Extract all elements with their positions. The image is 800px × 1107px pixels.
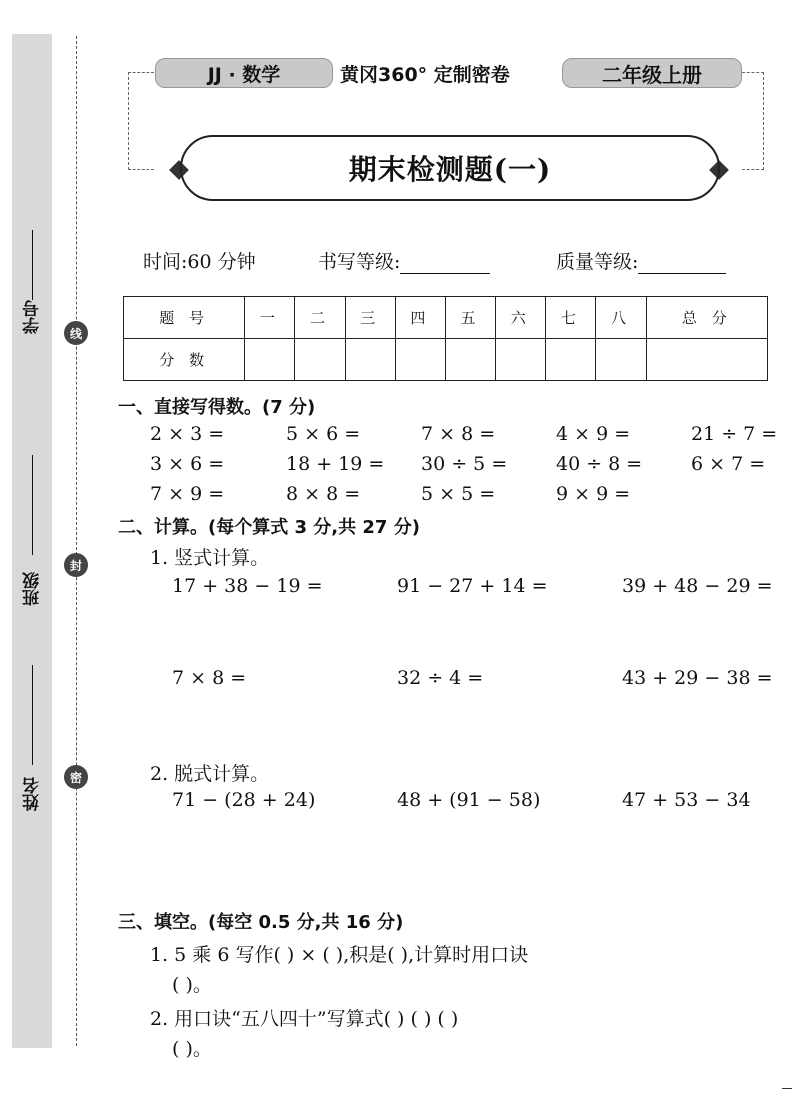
equation: 39 + 48 − 29 = <box>622 575 773 597</box>
table-cell: 一 <box>245 297 295 339</box>
score-table-header-row <box>124 297 768 339</box>
writing-grade: 书写等级: <box>318 247 490 274</box>
student-id-blank[interactable] <box>32 230 33 300</box>
equation: 6 × 7 = <box>691 453 766 475</box>
section2-heading: 二、计算。(每个算式 3 分,共 27 分) <box>118 517 420 538</box>
equation: 40 ÷ 8 = <box>556 453 643 475</box>
class-label: 班级 <box>22 572 43 606</box>
equation: 30 ÷ 5 = <box>421 453 508 475</box>
table-cell: 五 <box>445 297 495 339</box>
equation: 3 × 6 = <box>150 453 225 475</box>
equation: 7 × 8 = <box>421 423 496 445</box>
question-2-line-1: 2. 用口诀“五八四十”写算式( ) ( ) ( ) <box>150 1008 459 1030</box>
table-cell: 六 <box>496 297 546 339</box>
time-info: 时间:60 分钟 <box>143 251 256 273</box>
score-cell[interactable] <box>496 339 546 381</box>
table-cell: 七 <box>546 297 596 339</box>
seal-secret-badge: 密 <box>64 765 88 789</box>
equation: 9 × 9 = <box>556 483 631 505</box>
equation: 7 × 9 = <box>150 483 225 505</box>
equation: 18 + 19 = <box>286 453 385 475</box>
table-cell: 二 <box>295 297 345 339</box>
section2-part2-title: 2. 脱式计算。 <box>150 763 270 785</box>
score-table <box>123 296 768 381</box>
page-corner-mark <box>782 1088 792 1089</box>
equation: 17 + 38 − 19 = <box>172 575 323 597</box>
equation: 43 + 29 − 38 = <box>622 667 773 689</box>
class-blank[interactable] <box>32 455 33 555</box>
table-cell: 分 数 <box>124 339 245 381</box>
score-cell[interactable] <box>245 339 295 381</box>
header-connector-right <box>742 72 764 170</box>
question-1-line-2: ( )。 <box>172 974 212 996</box>
table-cell: 题 号 <box>124 297 245 339</box>
equation: 21 ÷ 7 = <box>691 423 778 445</box>
equation: 7 × 8 = <box>172 667 247 689</box>
section3-heading: 三、填空。(每空 0.5 分,共 16 分) <box>118 912 404 933</box>
header-connector-left <box>128 72 154 170</box>
equation: 47 + 53 − 34 <box>622 789 751 811</box>
score-cell[interactable] <box>596 339 646 381</box>
equation: 91 − 27 + 14 = <box>397 575 548 597</box>
equation: 8 × 8 = <box>286 483 361 505</box>
score-cell[interactable] <box>646 339 767 381</box>
table-cell: 八 <box>596 297 646 339</box>
section1-heading: 一、直接写得数。(7 分) <box>118 397 316 418</box>
score-cell[interactable] <box>295 339 345 381</box>
equation: 5 × 6 = <box>286 423 361 445</box>
equation: 32 ÷ 4 = <box>397 667 484 689</box>
score-cell[interactable] <box>345 339 395 381</box>
equation: 4 × 9 = <box>556 423 631 445</box>
student-id-label: 学号 <box>22 300 43 334</box>
equation: 48 + (91 − 58) <box>397 789 541 811</box>
seal-seal-badge: 封 <box>64 553 88 577</box>
cut-line <box>76 36 77 1046</box>
table-cell: 总 分 <box>646 297 767 339</box>
quality-grade-blank[interactable] <box>638 254 726 274</box>
equation: 71 − (28 + 24) <box>172 789 316 811</box>
section2-part1-title: 1. 竖式计算。 <box>150 547 270 569</box>
question-1-line-1: 1. 5 乘 6 写作( ) × ( ),积是( ),计算时用口诀 <box>150 944 529 966</box>
subject-pill: JJ · 数学 <box>155 58 333 88</box>
equation: 2 × 3 = <box>150 423 225 445</box>
score-cell[interactable] <box>445 339 495 381</box>
grade-pill: 二年级上册 <box>562 58 742 88</box>
quality-grade: 质量等级: <box>556 247 726 274</box>
writing-grade-blank[interactable] <box>400 254 490 274</box>
name-label: 姓名 <box>22 777 43 811</box>
score-table-score-row <box>124 339 768 381</box>
table-cell: 四 <box>395 297 445 339</box>
score-cell[interactable] <box>546 339 596 381</box>
seal-line-badge: 线 <box>64 321 88 345</box>
equation: 5 × 5 = <box>421 483 496 505</box>
score-cell[interactable] <box>395 339 445 381</box>
exam-title: 期末检测题(一) <box>180 135 720 201</box>
question-2-line-2: ( )。 <box>172 1038 212 1060</box>
brand-text: 黄冈360° 定制密卷 <box>340 64 510 86</box>
name-blank[interactable] <box>32 665 33 765</box>
table-cell: 三 <box>345 297 395 339</box>
